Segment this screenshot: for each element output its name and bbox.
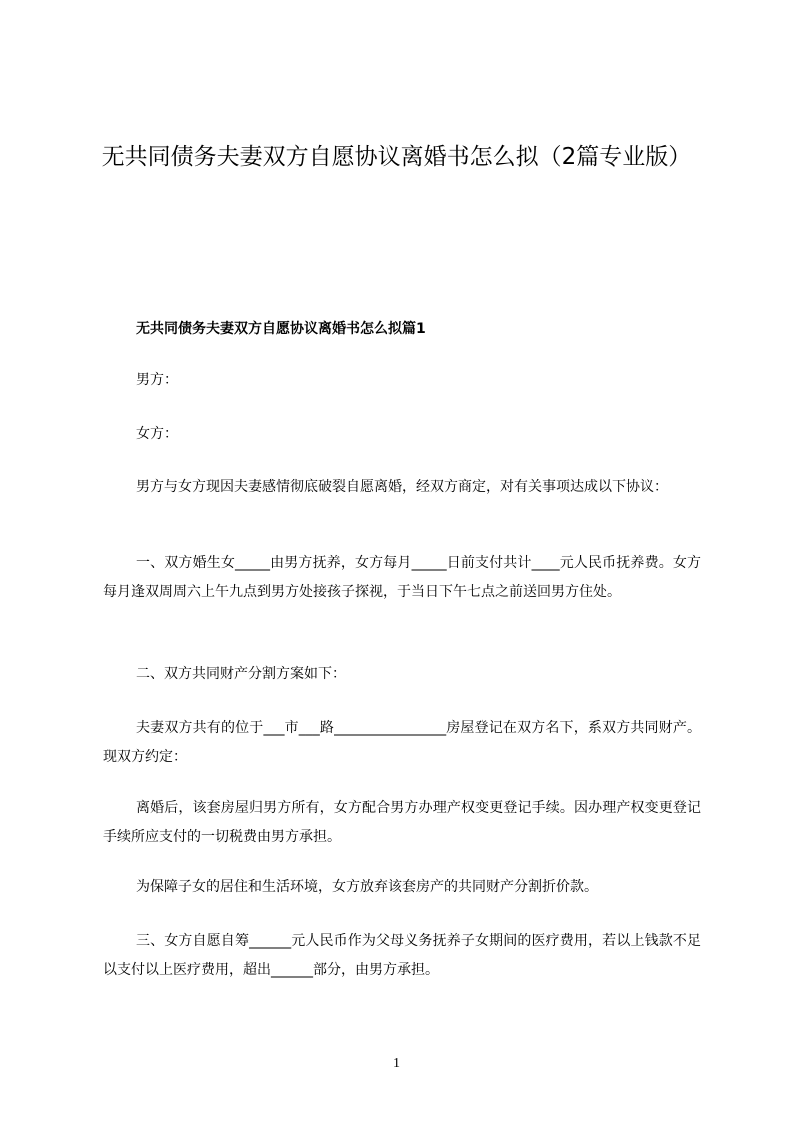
paragraph-female-party: 女方： bbox=[136, 426, 178, 442]
paragraph-property-location: 夫妻双方共有的位于___市___路________________房屋登记在双方名下，系双方共同财产。现双方约定： bbox=[103, 720, 701, 765]
paragraph-agreement-intro: 男方与女方现因夫妻感情彻底破裂自愿离婚，经双方商定，对有关事项达成以下协议： bbox=[136, 479, 668, 495]
paragraph-property-waiver: 为保障子女的居住和生活环境，女方放弃该套房产的共同财产分割折价款。 bbox=[136, 879, 598, 895]
paragraph-property-ownership: 离婚后，该套房屋归男方所有，女方配合男方办理产权变更登记手续。因办理产权变更登记手续所应支付的一切税费由男方承担。 bbox=[103, 800, 701, 845]
section-heading: 无共同债务夫妻双方自愿协议离婚书怎么拟篇1 bbox=[136, 321, 426, 337]
document-title: 无共同债务夫妻双方自愿协议离婚书怎么拟（2篇专业版） bbox=[101, 144, 692, 170]
paragraph-medical-expenses: 三、女方自愿自筹______元人民币作为父母义务抚养子女期间的医疗费用，若以上钱款不足以支付以上医疗费用，超出______部分，由男方承担。 bbox=[103, 933, 701, 978]
paragraph-property-heading: 二、双方共同财产分割方案如下： bbox=[136, 666, 346, 682]
page-number: 1 bbox=[393, 1056, 400, 1071]
paragraph-child-custody: 一、双方婚生女_____由男方抚养，女方每月_____日前支付共计____元人民币抚养费。女方每月逢双周周六上午九点到男方处接孩子探视，于当日下午七点之前送回男方住处。 bbox=[103, 555, 701, 600]
paragraph-male-party: 男方： bbox=[136, 372, 178, 388]
